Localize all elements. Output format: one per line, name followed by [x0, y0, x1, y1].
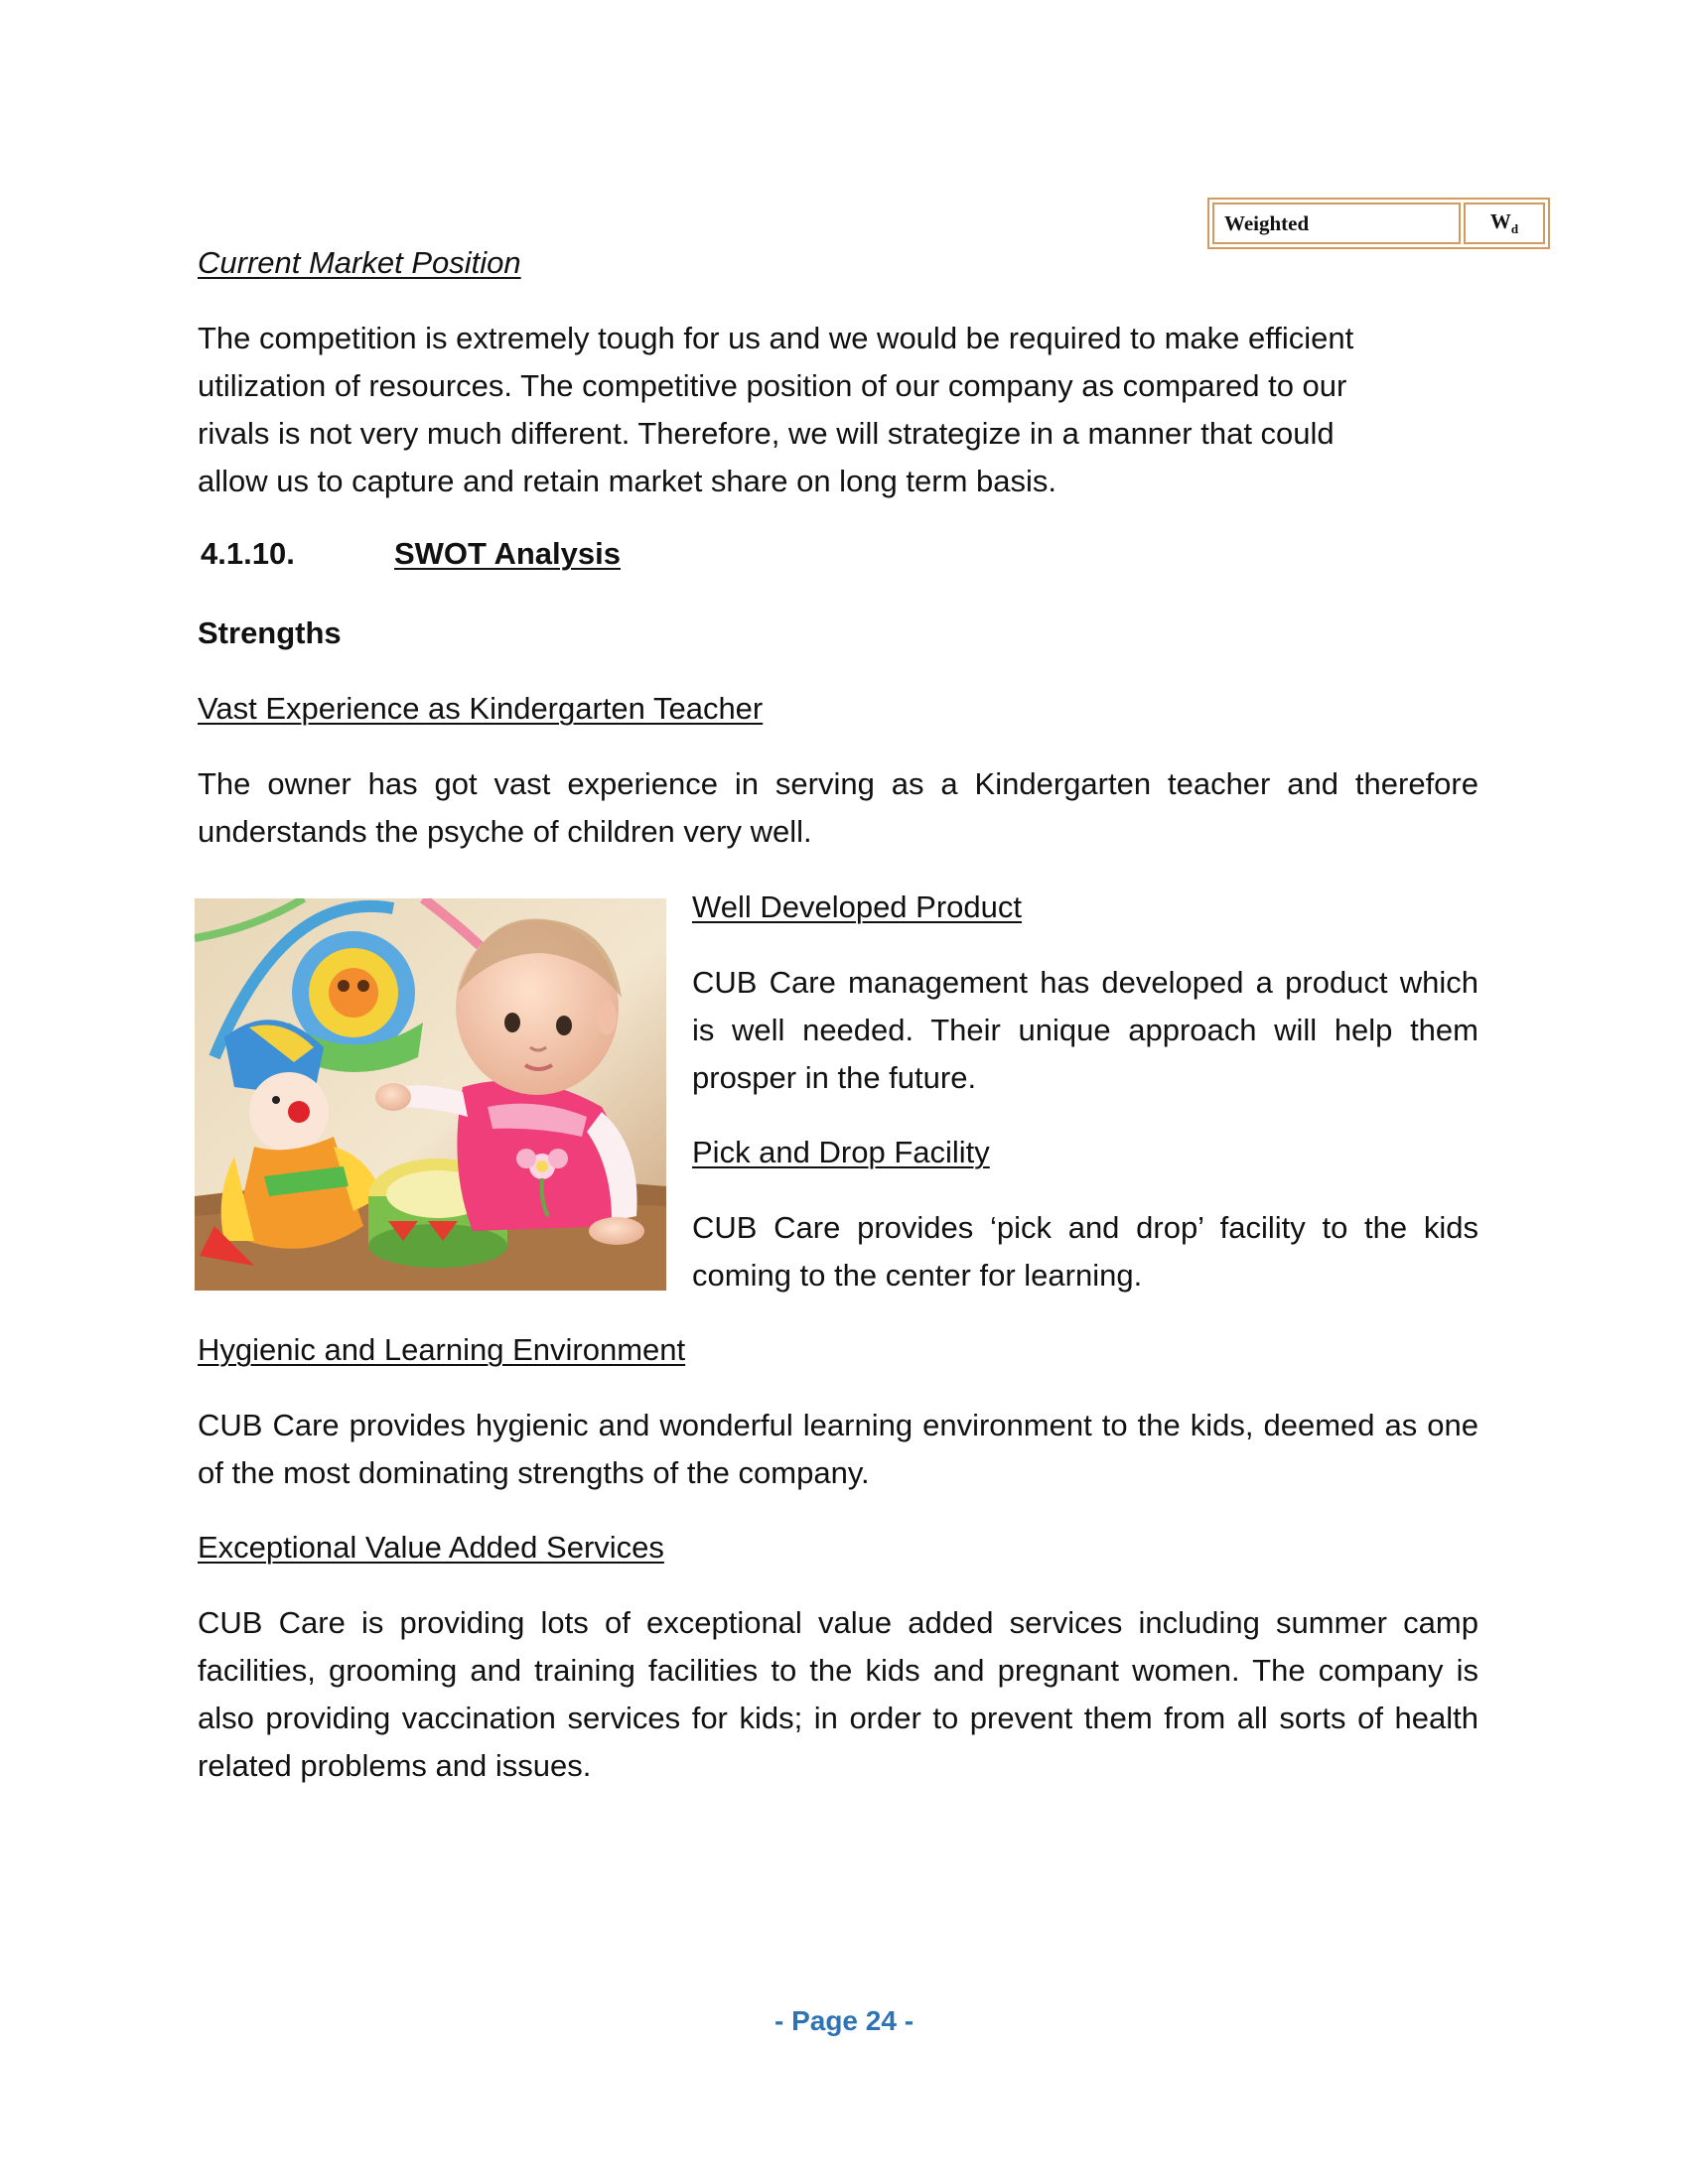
- strength-title-experience: Vast Experience as Kindergarten Teacher: [198, 691, 764, 726]
- baby-playing-photo: [195, 898, 666, 1291]
- strength-title-pickdrop: Pick and Drop Facility: [692, 1135, 990, 1169]
- section-title: SWOT Analysis: [394, 536, 621, 571]
- strengths-heading: Strengths: [198, 615, 342, 650]
- strength-text-value-added: CUB Care is providing lots of exceptional value added services including summer camp facilities, grooming and training facilities to the kids and pregnant women. The company is also providing vaccination services for kids; in order to prevent them from all sorts of health related problems and issues.: [198, 1605, 1478, 1783]
- section-number: 4.1.10.: [201, 536, 295, 571]
- strength-title-product: Well Developed Product: [692, 889, 1022, 924]
- baby-illustration: [195, 898, 666, 1291]
- strength-text-experience: The owner has got vast experience in serving as a Kindergarten teacher and therefore understands the psyche of children very well.: [198, 766, 1478, 849]
- strength-text-pickdrop: CUB Care provides ‘pick and drop’ facility to the kids coming to the center for learning.: [692, 1210, 1478, 1293]
- market-position-title: Current Market Position: [198, 245, 521, 280]
- market-line-3: rivals is not very much different. Therefore, we will strategize in a manner that could: [198, 416, 1335, 451]
- strength-title-value-added: Exceptional Value Added Services: [198, 1530, 664, 1565]
- strength-title-hygienic: Hygienic and Learning Environment: [198, 1332, 686, 1367]
- section-heading: [201, 530, 295, 578]
- page-number: - Page 24 -: [774, 2005, 914, 2036]
- market-line-1: The competition is extremely tough for us and we would be required to make efficient: [198, 321, 1354, 355]
- wd-subscript: d: [1510, 221, 1519, 237]
- weighted-table: [1207, 198, 1550, 249]
- wd-cell: [1464, 203, 1545, 244]
- section-title-wrap: [394, 530, 621, 578]
- weighted-cell: Weighted: [1212, 203, 1461, 244]
- market-position-paragraph: [198, 315, 1488, 505]
- strength-text-hygienic: CUB Care provides hygienic and wonderful learning environment to the kids, deemed as one of the most dominating strengths of the company.: [198, 1408, 1478, 1490]
- market-line-4: allow us to capture and retain market share on long term basis.: [198, 464, 1057, 498]
- market-line-2: utilization of resources. The competitive position of our company as compared to our: [198, 368, 1347, 403]
- strength-text-product: CUB Care management has developed a product which is well needed. Their unique approach will help them prosper in the future.: [692, 965, 1478, 1095]
- wd-main: W: [1489, 208, 1511, 233]
